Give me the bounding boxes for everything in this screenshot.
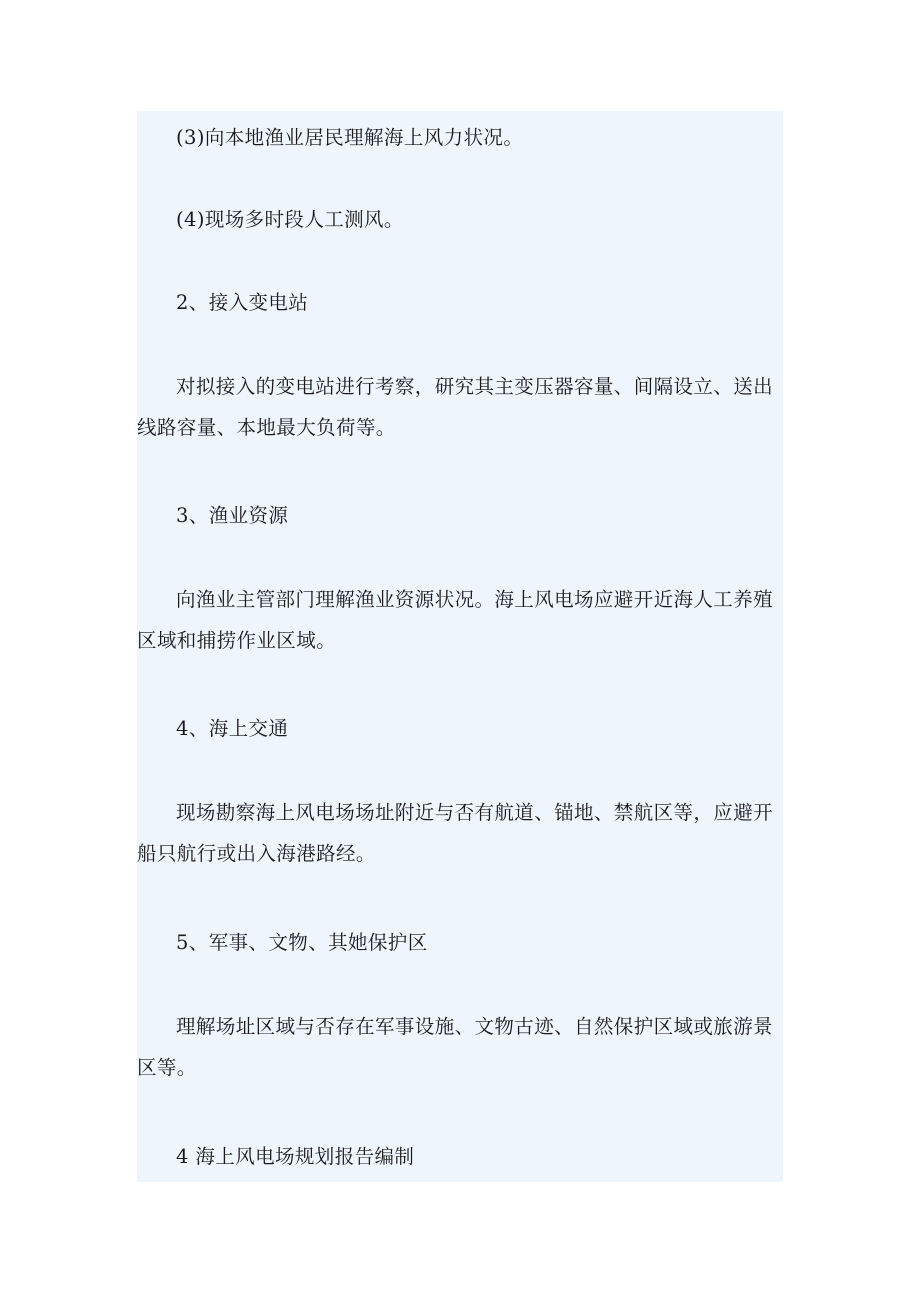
section-heading-text: 5、军事、文物、其她保护区 xyxy=(176,931,428,954)
section-heading-fishery xyxy=(137,495,783,536)
section-heading-text: 3、渔业资源 xyxy=(176,504,289,527)
paragraph-substation-survey xyxy=(137,366,783,448)
paragraph-manual-wind-measurement xyxy=(137,199,783,240)
paragraph-fishery-resources xyxy=(137,579,783,661)
paragraph-line: 区等。 xyxy=(137,1056,197,1079)
paragraph-line: 线路容量、本地最大负荷等。 xyxy=(137,416,396,439)
paragraph-line: 向渔业主管部门理解渔业资源状况。海上风电场应避开近海人工养殖 xyxy=(176,588,774,611)
section-heading-substation xyxy=(137,282,783,323)
paragraph-line: 理解场址区域与否存在军事设施、文物古迹、自然保护区域或旅游景 xyxy=(176,1015,774,1038)
paragraph-line: 区域和捕捞作业区域。 xyxy=(137,629,337,652)
paragraph-wind-survey-locals xyxy=(137,117,783,158)
chapter-heading-text: 4 海上风电场规划报告编制 xyxy=(176,1145,415,1168)
paragraph-line: (4)现场多时段人工测风。 xyxy=(176,208,404,231)
section-heading-marine-traffic xyxy=(137,708,783,749)
paragraph-marine-traffic xyxy=(137,792,783,874)
paragraph-line: 对拟接入的变电站进行考察，研究其主变压器容量、间隔设立、送出 xyxy=(176,375,774,398)
paragraph-line: (3)向本地渔业居民理解海上风力状况。 xyxy=(176,126,524,149)
paragraph-protected-areas xyxy=(137,1006,783,1088)
section-heading-protected-areas xyxy=(137,922,783,963)
section-heading-text: 4、海上交通 xyxy=(176,717,289,740)
paragraph-line: 船只航行或出入海港路经。 xyxy=(137,842,376,865)
paragraph-line: 现场勘察海上风电场场址附近与否有航道、锚地、禁航区等，应避开 xyxy=(176,801,774,824)
chapter-heading-report-compilation xyxy=(137,1136,783,1177)
section-heading-text: 2、接入变电站 xyxy=(176,291,309,314)
